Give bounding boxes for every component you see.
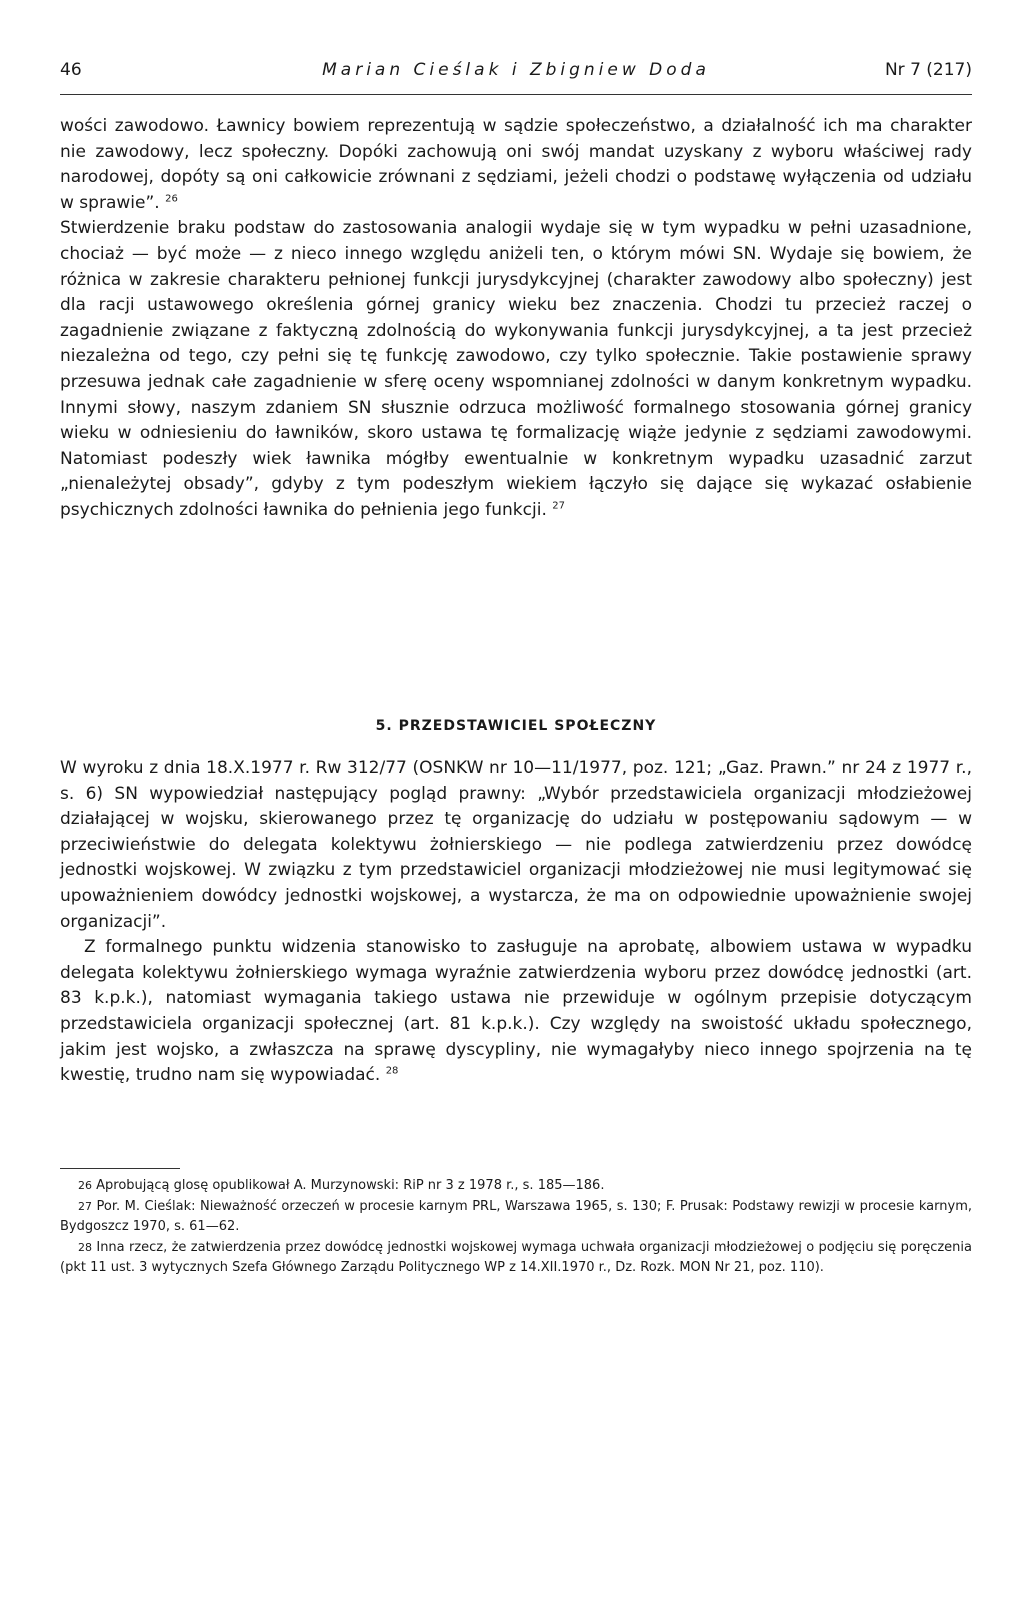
footnote-ref-28: 28 bbox=[385, 1065, 399, 1077]
page-header bbox=[60, 60, 972, 90]
footnote-number: 26 bbox=[78, 1179, 92, 1192]
footnote-text: Aprobującą glosę opublikował A. Murzynowski: RiP nr 3 z 1978 r., s. 185—186. bbox=[96, 1178, 605, 1193]
footnote bbox=[60, 1238, 972, 1279]
header-rule bbox=[60, 94, 972, 95]
footnotes bbox=[60, 1176, 972, 1279]
footnote-text: Por. M. Cieślak: Nieważność orzeczeń w procesie karnym PRL, Warszawa 1965, s. 130; F. Prusak: Podstawy rewizji w procesie karnym, Bydgoszcz 1970, s. 61—62. bbox=[60, 1198, 972, 1234]
body-bottom bbox=[60, 756, 972, 1089]
footnote bbox=[60, 1197, 972, 1238]
footnote-rule bbox=[60, 1168, 180, 1169]
footnote-number: 28 bbox=[78, 1240, 92, 1254]
paragraph-1 bbox=[60, 114, 972, 216]
paragraph-3: W wyroku z dnia 18.X.1977 r. Rw 312/77 (OSNKW nr 10—11/1977, poz. 121; „Gaz. Prawn.” nr 24 z 1977 r., s. 6) SN wypowiedział następujący pogląd prawny: „Wybór przedstawiciela organizacji młodzieżowej działającej w wojsku, skierowanego przez tę organizację do udziału w postępowaniu sądowym — w przeciwieństwie do delegata kolektywu żołnierskiego — nie podlega zatwierdzeniu przez dowódcę jednostki wojskowej. W związku z tym przedstawiciel organizacji młodzieżowej nie musi legitymować się upoważnieniem dowódcy jednostki wojskowej, a wystarcza, że ma on odpowiednie upoważnienie swojej organizacji”. bbox=[60, 758, 972, 932]
footnote-ref-27: 27 bbox=[552, 500, 565, 512]
footnote-text: Inna rzecz, że zatwierdzenia przez dowódcę jednostki wojskowej wymaga uchwała organizacji młodzieżowej o podjęciu się poręczenia (pkt 11 ust. 3 wytycznych Szefa Głównego Zarządu Politycznego WP z 14.XII.1970 r., Dz. Rozk. MON Nr 21, poz. 110). bbox=[60, 1239, 972, 1275]
section-heading: 5. PRZEDSTAWICIEL SPOŁECZNY bbox=[375, 718, 657, 734]
paragraph-4 bbox=[60, 935, 972, 1089]
footnote-ref-26: 26 bbox=[165, 193, 178, 205]
paragraph-1-text: wości zawodowo. Ławnicy bowiem reprezentują w sądzie społeczeństwo, a działalność ich ma charakter nie zawodowy, lecz społeczny. Dopóki zachowują oni swój mandat uzyskany z wyboru właściwej rady narodowej, dopóty są oni całkowicie zrównani z sędziami, jeżeli chodzi o podstawę wyłączenia od udziału w sprawie”. bbox=[60, 116, 972, 213]
footnote bbox=[60, 1176, 972, 1197]
body-top bbox=[60, 114, 972, 524]
paragraph-4-text: Z formalnego punktu widzenia stanowisko to zasługuje na aprobatę, albowiem ustawa w wypadku delegata kolektywu żołnierskiego wymaga wyraźnie zatwierdzenia wyboru przez dowódcę jednostki (art. 83 k.p.k.), natomiast wymagania takiego ustawa nie przewiduje w ogólnym przepisie dotyczącym przedstawiciela organizacji społecznej (art. 81 k.p.k.). Czy względy na swoistość układu społecznego, jakim jest wojsko, a zwłaszcza na sprawę dyscypliny, nie wymagałyby nieco innego spojrzenia na tę kwestię, trudno nam się wypowiadać. bbox=[60, 937, 972, 1086]
footnote-number: 27 bbox=[78, 1199, 92, 1213]
paragraph-2 bbox=[60, 216, 972, 523]
issue-number: Nr 7 (217) bbox=[884, 60, 972, 80]
paragraph-2-text: Stwierdzenie braku podstaw do zastosowania analogii wydaje się w tym wypadku w pełni uzasadnione, chociaż — być może — z nieco innego względu aniżeli ten, o którym mówi SN. Wydaje się bowiem, że różnica w zakresie charakteru pełnionej funkcji jurysdykcyjnej (charakter zawodowy albo społeczny) jest dla racji ustawowego określenia górnej granicy wieku bez znaczenia. Chodzi tu przecież raczej o zagadnienie związane z faktyczną zdolnością do wykonywania funkcji jurysdykcyjnej, a ta jest przecież niezależna od tego, czy pełni się tę funkcję zawodowo, czy tylko społecznie. Takie postawienie sprawy przesuwa jednak całe zagadnienie w sferę oceny wspomnianej zdolności w danym konkretnym wypadku. Innymi słowy, naszym zdaniem SN słusznie odrzuca możliwość formalnego stosowania górnej granicy wieku w odniesieniu do ławników, skoro ustawa tę formalizację wiąże jedynie z sędziami zawodowymi. Natomiast podeszły wiek ławnika mógłby ewentualnie w konkretnym wypadku uzasadnić zarzut „nienależytej obsady”, gdyby z tym podeszłym wiekiem łączyło się dające się wykazać osłabienie psychicznych zdolności ławnika do pełnienia jego funkcji. bbox=[60, 218, 972, 520]
page-number: 46 bbox=[60, 60, 82, 80]
running-title: Marian Cieślak i Zbigniew Doda bbox=[322, 60, 710, 80]
